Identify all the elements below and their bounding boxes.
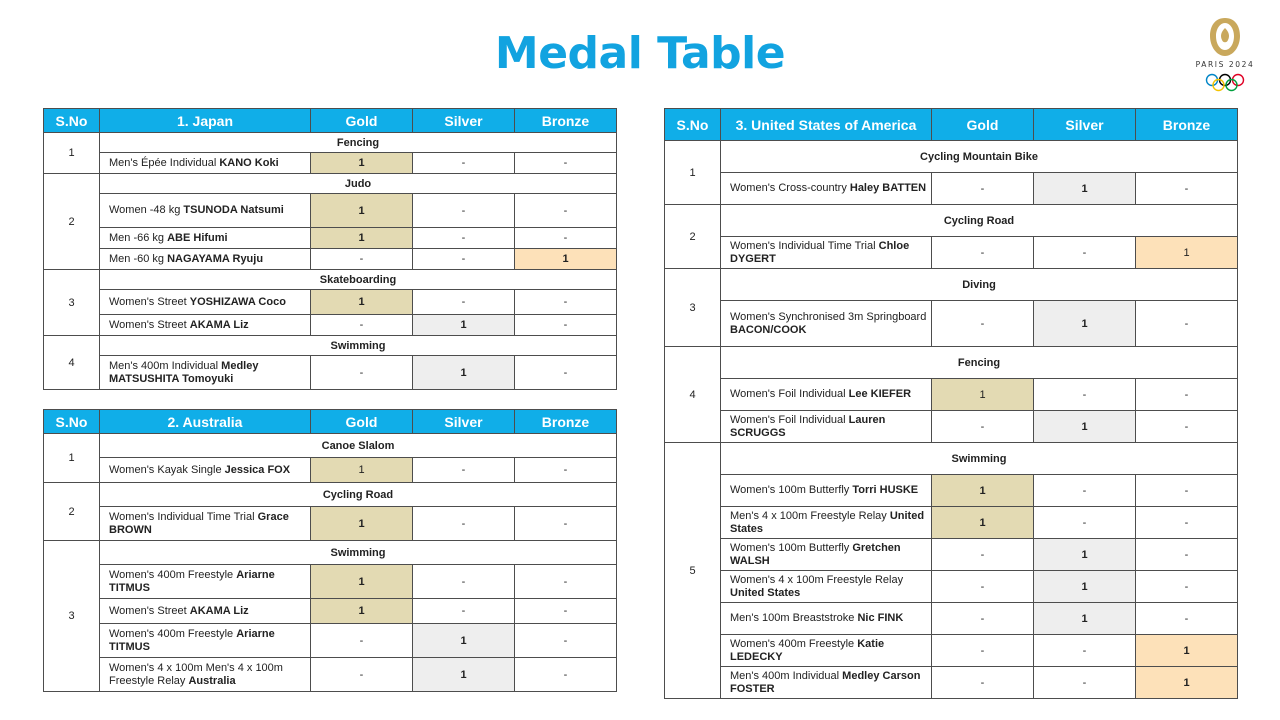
athlete-name: United States <box>730 509 925 535</box>
sno-cell: 3 <box>44 270 100 336</box>
sno-cell: 2 <box>44 483 100 541</box>
event-row <box>44 315 617 336</box>
event-name <box>100 565 311 599</box>
gold-cell: 1 <box>932 475 1034 507</box>
sport-row <box>44 434 617 458</box>
event-label: Men -60 kg <box>109 252 168 265</box>
sport-row <box>665 443 1238 475</box>
bronze-cell: - <box>1136 539 1238 571</box>
sport-name: Swimming <box>721 443 1238 475</box>
event-name <box>721 237 932 269</box>
sport-name: Fencing <box>721 347 1238 379</box>
bronze-cell: - <box>1136 301 1238 347</box>
event-label: Women's Street <box>109 295 190 308</box>
bronze-cell: - <box>1136 173 1238 205</box>
event-row <box>44 458 617 483</box>
event-label: Women's Street <box>109 318 190 331</box>
event-row <box>665 379 1238 411</box>
gold-cell: 1 <box>311 458 413 483</box>
event-name <box>721 571 932 603</box>
gold-cell: - <box>932 237 1034 269</box>
gold-cell: 1 <box>932 507 1034 539</box>
sno-cell: 1 <box>44 434 100 483</box>
event-name <box>100 507 311 541</box>
sno-cell: 4 <box>665 347 721 443</box>
event-label: Men's 400m Individual <box>730 669 843 682</box>
athlete-name: Haley BATTEN <box>849 182 927 194</box>
event-label: Women's Individual Time Trial <box>730 239 879 252</box>
sport-row <box>665 347 1238 379</box>
gold-cell: - <box>932 667 1034 699</box>
silver-cell: 1 <box>1034 539 1136 571</box>
event-name <box>721 411 932 443</box>
event-label: Men's Épée Individual <box>109 156 220 169</box>
gold-cell: 1 <box>311 153 413 174</box>
medal-table-japan <box>43 108 617 390</box>
event-row <box>665 507 1238 539</box>
silver-cell: - <box>413 507 515 541</box>
gold-header: Gold <box>311 109 413 133</box>
medal-table-australia <box>43 409 617 692</box>
event-name <box>100 249 311 270</box>
event-label: Women's Cross-country <box>730 182 850 194</box>
athlete-name: United States <box>730 586 801 599</box>
sport-name: Cycling Road <box>100 483 617 507</box>
athlete-name: Lauren SCRUGGS <box>730 413 886 439</box>
event-row <box>44 507 617 541</box>
gold-header: Gold <box>932 109 1034 141</box>
athlete-name: Katie LEDECKY <box>730 637 885 663</box>
gold-cell: - <box>932 571 1034 603</box>
bronze-cell: - <box>515 153 617 174</box>
silver-cell: 1 <box>1034 411 1136 443</box>
bronze-cell: 1 <box>1136 667 1238 699</box>
olympic-rings-icon <box>1190 72 1260 94</box>
silver-cell: - <box>1034 667 1136 699</box>
athlete-name: Lee KIEFER <box>848 388 912 400</box>
bronze-cell: - <box>515 458 617 483</box>
event-row <box>665 539 1238 571</box>
gold-cell: - <box>311 658 413 692</box>
silver-cell: - <box>413 599 515 624</box>
sport-name: Swimming <box>100 336 617 356</box>
event-label: Women's Kayak Single <box>109 463 225 476</box>
page-title: Medal Table <box>494 28 786 79</box>
country-header: 2. Australia <box>100 410 311 434</box>
gold-cell: - <box>311 624 413 658</box>
event-label: Women's Foil Individual <box>730 388 849 400</box>
event-row <box>665 237 1238 269</box>
event-row <box>44 249 617 270</box>
bronze-cell: - <box>1136 379 1238 411</box>
bronze-cell: - <box>515 565 617 599</box>
bronze-cell: - <box>1136 603 1238 635</box>
sport-name: Cycling Road <box>721 205 1238 237</box>
event-label: Women's 100m Butterfly <box>730 541 853 554</box>
sno-header: S.No <box>44 109 100 133</box>
bronze-cell: 1 <box>1136 237 1238 269</box>
event-name <box>721 379 932 411</box>
event-row <box>665 635 1238 667</box>
event-label: Women's Foil Individual <box>730 413 849 426</box>
event-row <box>665 411 1238 443</box>
silver-cell: - <box>413 228 515 249</box>
event-label: Women's 400m Freestyle <box>109 627 237 640</box>
event-name <box>100 356 311 390</box>
athlete-name: AKAMA Liz <box>189 604 249 617</box>
event-row <box>44 228 617 249</box>
event-label: Men -66 kg <box>109 231 168 244</box>
silver-cell: 1 <box>1034 173 1136 205</box>
gold-cell: - <box>932 539 1034 571</box>
silver-cell: 1 <box>413 315 515 336</box>
silver-cell: - <box>1034 237 1136 269</box>
event-row <box>44 599 617 624</box>
bronze-cell: 1 <box>1136 635 1238 667</box>
bronze-cell: - <box>515 356 617 390</box>
event-name <box>100 624 311 658</box>
silver-cell: - <box>413 249 515 270</box>
athlete-name: Ariarne TITMUS <box>109 627 275 653</box>
bronze-cell: - <box>515 624 617 658</box>
bronze-cell: - <box>515 658 617 692</box>
event-name <box>100 228 311 249</box>
sno-cell: 3 <box>665 269 721 347</box>
athlete-name: ABE Hifumi <box>167 231 228 244</box>
sno-cell: 2 <box>44 174 100 270</box>
event-name <box>100 458 311 483</box>
silver-cell: - <box>1034 379 1136 411</box>
event-name <box>721 301 932 347</box>
sport-row <box>44 270 617 290</box>
event-row <box>44 658 617 692</box>
event-label: Women's 400m Freestyle <box>109 568 237 581</box>
event-name <box>721 507 932 539</box>
event-label: Women's 100m Butterfly <box>730 484 853 496</box>
silver-cell: 1 <box>413 658 515 692</box>
silver-cell: 1 <box>413 356 515 390</box>
sno-cell: 1 <box>44 133 100 174</box>
gold-cell: - <box>932 603 1034 635</box>
event-row <box>665 475 1238 507</box>
athlete-name: Torri HUSKE <box>852 484 919 496</box>
athlete-name: Medley Carson FOSTER <box>730 669 921 695</box>
gold-cell: 1 <box>311 599 413 624</box>
event-row <box>44 194 617 228</box>
event-name <box>721 475 932 507</box>
event-name <box>721 635 932 667</box>
event-name <box>721 539 932 571</box>
sno-cell: 3 <box>44 541 100 692</box>
event-row <box>665 603 1238 635</box>
header-row <box>44 410 617 434</box>
event-label: Women's 4 x 100m Men's 4 x 100m Freestyle Relay <box>109 661 283 687</box>
silver-header: Silver <box>1034 109 1136 141</box>
gold-cell: 1 <box>311 290 413 315</box>
athlete-name: YOSHIZAWA Coco <box>189 295 286 308</box>
event-label: Women's 4 x 100m Freestyle Relay <box>730 573 904 586</box>
bronze-cell: 1 <box>515 249 617 270</box>
event-row <box>44 356 617 390</box>
header-row <box>665 109 1238 141</box>
sport-row <box>44 541 617 565</box>
sport-name: Canoe Slalom <box>100 434 617 458</box>
gold-cell: 1 <box>311 507 413 541</box>
silver-cell: 1 <box>1034 301 1136 347</box>
gold-cell: - <box>932 635 1034 667</box>
event-name <box>100 315 311 336</box>
silver-cell: - <box>1034 475 1136 507</box>
bronze-cell: - <box>515 194 617 228</box>
sport-row <box>44 174 617 194</box>
sport-name: Skateboarding <box>100 270 617 290</box>
sport-name: Judo <box>100 174 617 194</box>
athlete-name: Medley MATSUSHITA Tomoyuki <box>109 359 259 385</box>
athlete-name: AKAMA Liz <box>189 318 249 331</box>
sno-header: S.No <box>44 410 100 434</box>
silver-header: Silver <box>413 109 515 133</box>
sport-name: Cycling Mountain Bike <box>721 141 1238 173</box>
event-label: Men's 4 x 100m Freestyle Relay <box>730 509 890 522</box>
gold-cell: 1 <box>932 379 1034 411</box>
bronze-cell: - <box>515 315 617 336</box>
sno-cell: 5 <box>665 443 721 699</box>
silver-cell: - <box>413 565 515 599</box>
bronze-cell: - <box>515 290 617 315</box>
silver-cell: 1 <box>413 624 515 658</box>
gold-cell: - <box>311 249 413 270</box>
bronze-cell: - <box>515 507 617 541</box>
bronze-cell: - <box>1136 475 1238 507</box>
event-label: Men's 100m Breaststroke <box>730 612 858 624</box>
gold-cell: - <box>932 411 1034 443</box>
athlete-name: TSUNODA Natsumi <box>183 204 284 216</box>
silver-cell: 1 <box>1034 571 1136 603</box>
bronze-cell: - <box>1136 571 1238 603</box>
bronze-cell: - <box>1136 411 1238 443</box>
event-name <box>100 290 311 315</box>
bronze-cell: - <box>515 228 617 249</box>
gold-cell: 1 <box>311 194 413 228</box>
sport-name: Swimming <box>100 541 617 565</box>
sport-row <box>665 141 1238 173</box>
gold-cell: - <box>932 173 1034 205</box>
bronze-cell: - <box>515 599 617 624</box>
athlete-name: Jessica FOX <box>224 463 291 476</box>
event-name <box>721 667 932 699</box>
event-row <box>665 571 1238 603</box>
event-label: Women's Street <box>109 604 190 617</box>
bronze-header: Bronze <box>515 410 617 434</box>
athlete-name: BACON/COOK <box>730 323 807 336</box>
sport-row <box>44 336 617 356</box>
sport-name: Fencing <box>100 133 617 153</box>
athlete-name: Nic FINK <box>857 612 904 624</box>
gold-cell: - <box>932 301 1034 347</box>
athlete-name: NAGAYAMA Ryuju <box>167 252 264 265</box>
event-row <box>44 153 617 174</box>
olympic-flame-icon <box>1190 14 1260 60</box>
gold-header: Gold <box>311 410 413 434</box>
athlete-name: Grace BROWN <box>109 510 289 536</box>
event-name <box>721 173 932 205</box>
silver-cell: 1 <box>1034 603 1136 635</box>
sport-row <box>665 205 1238 237</box>
event-row <box>665 301 1238 347</box>
event-name <box>100 599 311 624</box>
silver-cell: - <box>413 290 515 315</box>
sport-name: Diving <box>721 269 1238 301</box>
silver-cell: - <box>1034 507 1136 539</box>
event-row <box>44 624 617 658</box>
sno-cell: 1 <box>665 141 721 205</box>
event-name <box>721 603 932 635</box>
bronze-header: Bronze <box>1136 109 1238 141</box>
sport-row <box>44 483 617 507</box>
event-row <box>665 173 1238 205</box>
event-label: Women's Individual Time Trial <box>109 510 258 523</box>
event-label: Women's 400m Freestyle <box>730 637 858 650</box>
sno-header: S.No <box>665 109 721 141</box>
medal-table-usa <box>664 108 1238 699</box>
event-row <box>665 667 1238 699</box>
header-row <box>44 109 617 133</box>
sport-row <box>665 269 1238 301</box>
event-name <box>100 194 311 228</box>
silver-cell: - <box>413 458 515 483</box>
silver-cell: - <box>413 194 515 228</box>
gold-cell: - <box>311 356 413 390</box>
country-header: 3. United States of America <box>721 109 932 141</box>
athlete-name: Australia <box>188 674 236 687</box>
bronze-header: Bronze <box>515 109 617 133</box>
event-label: Women -48 kg <box>109 204 184 216</box>
silver-cell: - <box>413 153 515 174</box>
gold-cell: 1 <box>311 565 413 599</box>
silver-cell: - <box>1034 635 1136 667</box>
athlete-name: Chloe DYGERT <box>730 239 910 265</box>
event-name <box>100 658 311 692</box>
event-label: Women's Synchronised 3m Springboard <box>730 310 927 323</box>
event-name <box>100 153 311 174</box>
athlete-name: KANO Koki <box>219 156 279 169</box>
event-label: Men's 400m Individual <box>109 359 222 372</box>
country-header: 1. Japan <box>100 109 311 133</box>
athlete-name: Gretchen WALSH <box>730 541 901 567</box>
gold-cell: - <box>311 315 413 336</box>
logo-text: PARIS 2024 <box>1195 60 1255 69</box>
sno-cell: 2 <box>665 205 721 269</box>
paris-2024-logo <box>1190 14 1260 94</box>
sno-cell: 4 <box>44 336 100 390</box>
bronze-cell: - <box>1136 507 1238 539</box>
athlete-name: Ariarne TITMUS <box>109 568 275 594</box>
silver-header: Silver <box>413 410 515 434</box>
event-row <box>44 290 617 315</box>
gold-cell: 1 <box>311 228 413 249</box>
event-row <box>44 565 617 599</box>
sport-row <box>44 133 617 153</box>
